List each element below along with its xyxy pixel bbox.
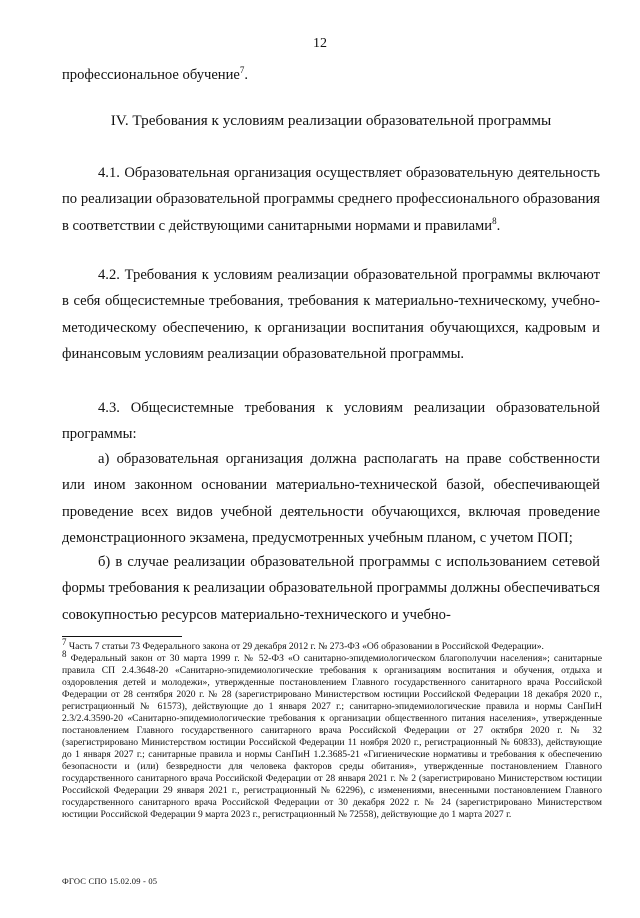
- continuation-body: профессиональное обучение: [62, 67, 240, 83]
- paragraph-b: б) в случае реализации образовательной программы с использованием сетевой формы требования к реализации образовательной программы должны обеспечиваться совокупностью ресурсов материально-технического и учебно-: [62, 554, 600, 623]
- footnote-ref-7: 7: [239, 65, 245, 76]
- footnote-separator: [62, 636, 182, 637]
- paragraph-4-1-tail: .: [496, 217, 501, 234]
- footnote-text: Часть 7 статьи 73 Федерального закона от 29 декабря 2012 г. № 273-ФЗ «Об образовании в Российской Федерации».: [68, 641, 544, 652]
- footnote-text: Федеральный закон от 30 марта 1999 г. № 52-ФЗ «О санитарно-эпидемиологическом благополучии населения»; санитарные правила СП 2.4.3648-20 «Санитарно-эпидемиологические требования к организациям воспитания и обучения, отдыха и оздоровления детей и молодежи», утвержденные постановлением Главного государственного санитарного врача Российской Федерации от 28 сентября 2020 г. № 28 (зарегистрировано Министерством юстиции Российской Федерации 18 декабря 2020 г., регистрационный № 61573), действующие до 1 января 2027 г.; санитарно-эпидемиологические правила и нормы СанПиН 2.3/2.4.3590-20 «Санитарно-эпидемиологические требования к организации общественного питания населения», утвержденные постановлением Главного государственного санитарного врача Российской Федерации от 27 октября 2020 г. № 32 (зарегистрировано Министерством юстиции Российской Федерации 11 ноября 2020 г., регистрационный № 60833), действующие до 1 января 2027 г.; санитарные правила и нормы СанПиН 1.2.3685-21 «Гигиенические нормативы и требования к обеспечению безопасности и (или) безвредности для человека факторов среды обитания», утвержденные постановлением Главного государственного санитарного врача Российской Федерации от 28 января 2021 г. № 2 (зарегистрировано Министерством юстиции Российской Федерации 29 января 2021 г., регистрационный № 62296), с изменениями, внесенными постановлением Главного государственного санитарного врача Российской Федерации от 30 декабря 2022 г. № 24 (зарегистрировано Министерством юстиции Российской Федерации 9 марта 2023 г., регистрационный № 72558), действующие до 1 марта 2027 г.: [62, 653, 602, 820]
- footnote-mark: 7: [62, 636, 67, 647]
- footnotes: [62, 636, 602, 821]
- continuation-text: [62, 62, 600, 88]
- footnote-7: [62, 636, 602, 653]
- page-number: 12: [313, 36, 327, 51]
- footnote-8: [62, 648, 602, 821]
- continuation-tail: .: [244, 67, 249, 83]
- paragraph-4-2: 4.2. Требования к условиям реализации образовательной программы включают в себя общесистемные требования, требования к материально-техническому, учебно-методическому обеспечению, к организации воспитания обучающихся, кадровым и финансовым условиям реализации образовательной программы.: [62, 267, 600, 363]
- paragraph-4-1: [62, 160, 600, 239]
- footnote-mark: 8: [62, 648, 67, 659]
- document-code: ФГОС СПО 15.02.09 - 05: [62, 876, 158, 886]
- section-heading: IV. Требования к условиям реализации образовательной программы: [110, 112, 552, 129]
- footnote-ref-8: 8: [492, 215, 497, 226]
- paragraph-4-1-body: 4.1. Образовательная организация осуществляет образовательную деятельность по реализации образовательной программы среднего профессионального образования в соответствии с действующими санитарными нормами и правилами: [62, 165, 600, 234]
- paragraph-a: а) образовательная организация должна располагать на праве собственности или ином законном основании материально-технической базой, обеспечивающей проведение всех видов учебной деятельности обучающихся, включая проведение демонстрационного экзамена, предусмотренных учебным планом, с учетом ПОП;: [62, 451, 600, 547]
- paragraph-4-3: 4.3. Общесистемные требования к условиям реализации образовательной программы:: [62, 400, 600, 443]
